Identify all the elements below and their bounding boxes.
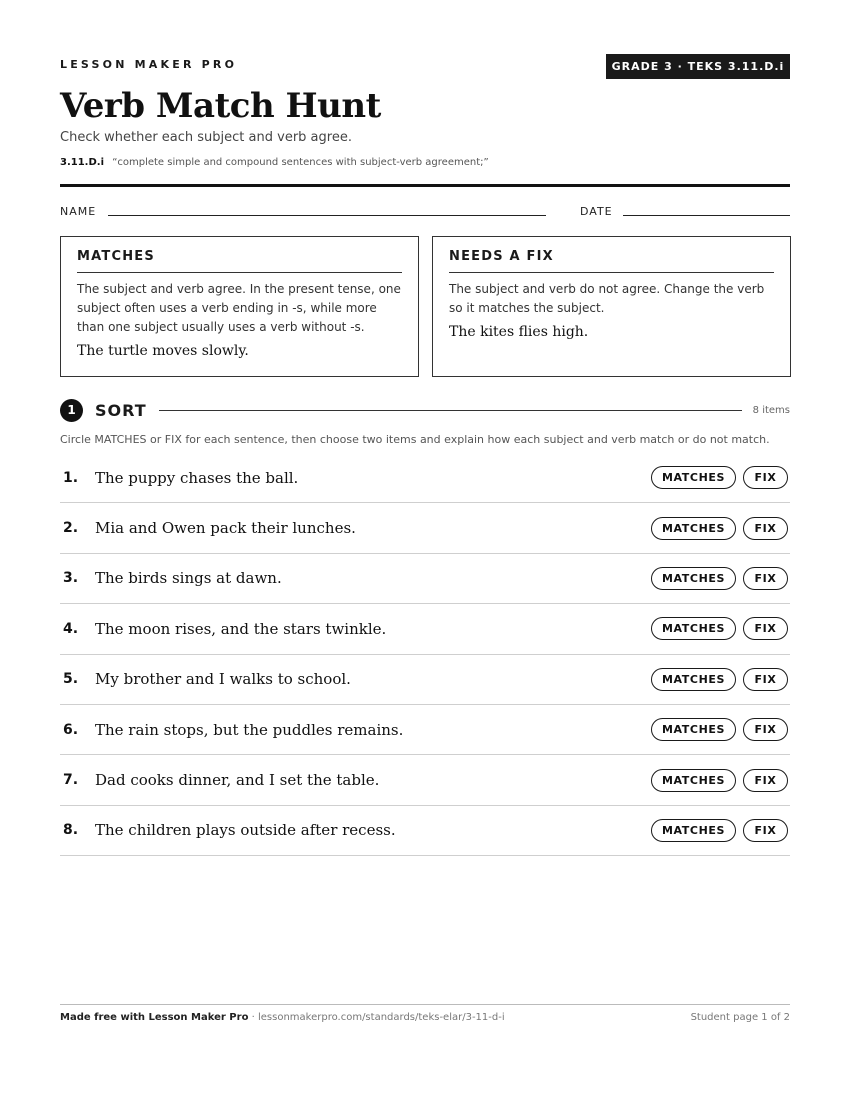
date-label: DATE — [580, 205, 613, 218]
brand-name: LESSON MAKER PRO — [60, 58, 238, 71]
item-count: 8 items — [752, 404, 790, 416]
matches-example: The turtle moves slowly. — [77, 343, 249, 359]
sort-section-header — [60, 398, 790, 422]
sort-instructions: Circle MATCHES or FIX for each sentence, then choose two items and explain how each subject and verb match or do not match. — [60, 433, 770, 446]
fix-option[interactable]: FIX — [743, 718, 788, 741]
item-number: 2. — [63, 520, 79, 537]
footer-made-with: Made free with Lesson Maker Pro — [60, 1012, 249, 1023]
list-item — [60, 806, 790, 856]
section-divider — [159, 410, 742, 411]
list-item — [60, 655, 790, 705]
section-number-badge: 1 — [60, 399, 83, 422]
item-sentence: The birds sings at dawn. — [95, 569, 282, 588]
fix-option[interactable]: FIX — [743, 466, 788, 489]
item-sentence: My brother and I walks to school. — [95, 670, 351, 689]
worksheet-subtitle: Check whether each subject and verb agree. — [60, 130, 352, 145]
name-field[interactable] — [108, 215, 546, 216]
header-divider — [60, 184, 790, 187]
matches-option[interactable]: MATCHES — [651, 668, 736, 691]
matches-option[interactable]: MATCHES — [651, 517, 736, 540]
fix-option[interactable]: FIX — [743, 819, 788, 842]
fix-option[interactable]: FIX — [743, 617, 788, 640]
grade-standard-badge: GRADE 3 · TEKS 3.11.D.i — [606, 54, 790, 79]
fix-option[interactable]: FIX — [743, 517, 788, 540]
matches-option[interactable]: MATCHES — [651, 819, 736, 842]
date-field[interactable] — [623, 215, 790, 216]
footer-divider — [60, 1004, 790, 1005]
name-label: NAME — [60, 205, 97, 218]
worksheet-title: Verb Match Hunt — [60, 86, 381, 126]
sort-section-title: SORT — [95, 400, 147, 420]
matches-box-title: MATCHES — [77, 249, 402, 273]
fix-option[interactable]: FIX — [743, 769, 788, 792]
item-number: 1. — [63, 469, 79, 486]
item-sentence: The moon rises, and the stars twinkle. — [95, 619, 387, 638]
item-sentence: The rain stops, but the puddles remains. — [95, 720, 404, 739]
list-item — [60, 705, 790, 755]
standard-line — [60, 157, 489, 168]
list-item — [60, 604, 790, 654]
item-number: 6. — [63, 721, 79, 738]
item-number: 3. — [63, 570, 79, 587]
sort-item-list — [60, 453, 790, 856]
needs-fix-definition-box — [432, 236, 791, 377]
standard-code: 3.11.D.i — [60, 157, 104, 168]
matches-option[interactable]: MATCHES — [651, 617, 736, 640]
list-item — [60, 453, 790, 503]
footer-url[interactable]: · lessonmakerpro.com/standards/teks-elar/3-11-d-i — [248, 1012, 505, 1023]
matches-description: The subject and verb agree. In the present tense, one subject often uses a verb ending in -s, while more than one subject usually uses a verb without -s. — [77, 282, 401, 334]
needs-fix-description: The subject and verb do not agree. Change the verb so it matches the subject. — [449, 282, 765, 315]
fix-option[interactable]: FIX — [743, 567, 788, 590]
item-number: 5. — [63, 671, 79, 688]
matches-option[interactable]: MATCHES — [651, 466, 736, 489]
fix-option[interactable]: FIX — [743, 668, 788, 691]
item-sentence: Mia and Owen pack their lunches. — [95, 519, 356, 538]
standard-text: “complete simple and compound sentences with subject-verb agreement;” — [112, 157, 489, 168]
item-number: 4. — [63, 620, 79, 637]
item-number: 8. — [63, 822, 79, 839]
matches-option[interactable]: MATCHES — [651, 567, 736, 590]
list-item — [60, 755, 790, 805]
footer-credit — [60, 1012, 505, 1023]
needs-fix-box-title: NEEDS A FIX — [449, 249, 774, 273]
list-item — [60, 554, 790, 604]
item-sentence: The puppy chases the ball. — [95, 468, 299, 487]
page-indicator: Student page 1 of 2 — [690, 1012, 790, 1023]
list-item — [60, 503, 790, 553]
matches-option[interactable]: MATCHES — [651, 718, 736, 741]
matches-option[interactable]: MATCHES — [651, 769, 736, 792]
needs-fix-example: The kites flies high. — [449, 324, 589, 340]
item-sentence: The children plays outside after recess. — [95, 821, 396, 840]
item-number: 7. — [63, 772, 79, 789]
item-sentence: Dad cooks dinner, and I set the table. — [95, 771, 380, 790]
matches-definition-box — [60, 236, 419, 377]
